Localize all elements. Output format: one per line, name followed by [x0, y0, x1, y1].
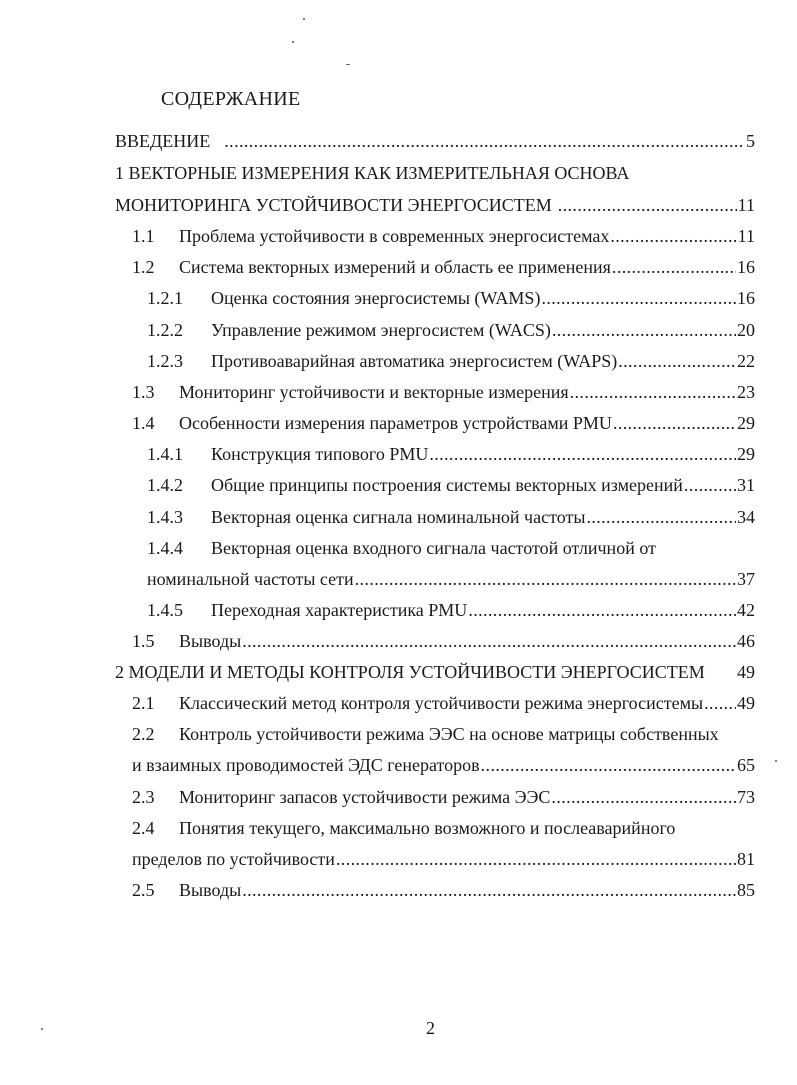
toc-entry-title: Выводы — [179, 880, 242, 900]
toc-entry-title: 2 МОДЕЛИ И МЕТОДЫ КОНТРОЛЯ УСТОЙЧИВОСТИ ЭНЕРГОСИСТЕМ — [115, 662, 705, 682]
toc-entry-1-2-2[interactable] — [147, 316, 755, 344]
toc-entry-chapter-2[interactable] — [115, 658, 755, 686]
toc-section-number: 2.4 — [132, 818, 155, 838]
toc-entry-title: Контроль устойчивости режима ЭЭС на основе матрицы собственных — [179, 724, 719, 744]
toc-leader-dots — [551, 783, 736, 811]
scan-speck — [303, 18, 305, 20]
toc-entry-1-4-3[interactable] — [147, 503, 755, 531]
toc-page-number: 29 — [737, 444, 755, 464]
toc-entry-title: Мониторинг запасов устойчивости режима ЭЭС — [179, 787, 551, 807]
toc-entry-title: Конструкция типового PMU — [211, 444, 429, 464]
toc-entry-2-4[interactable] — [132, 845, 755, 873]
toc-entry-1-4-4-heading[interactable] — [147, 534, 656, 562]
toc-entry-2-2[interactable] — [132, 751, 755, 779]
toc-entry-title: Векторная оценка сигнала номинальной частоты — [211, 507, 586, 527]
toc-section-number: 2.2 — [132, 724, 155, 744]
toc-leader-dots — [468, 596, 736, 624]
toc-entry-title-continued: номинальной частоты сети — [147, 569, 354, 589]
toc-section-number: 1.2 — [132, 257, 155, 277]
toc-section-number: 1.1 — [132, 226, 155, 246]
toc-leader-dots — [336, 845, 736, 873]
toc-page-number: 49 — [737, 662, 755, 682]
toc-entry-title: Мониторинг устойчивости и векторные измерения — [179, 382, 569, 402]
toc-page-number: 37 — [737, 569, 755, 589]
toc-entry-1-4-2[interactable] — [147, 471, 755, 499]
toc-section-number: 2.5 — [132, 880, 155, 900]
toc-entry-intro[interactable] — [115, 127, 755, 155]
toc-section-number: 1.4.1 — [147, 444, 183, 464]
toc-leader-dots — [612, 253, 736, 281]
toc-page-number: 23 — [737, 382, 755, 402]
toc-page-number: 16 — [737, 257, 755, 277]
toc-leader-dots — [570, 378, 736, 406]
toc-page-number: 65 — [737, 755, 755, 775]
toc-section-number: 1.4.3 — [147, 507, 183, 527]
toc-entry-title: МОНИТОРИНГА УСТОЙЧИВОСТИ ЭНЕРГОСИСТЕМ — [115, 195, 552, 215]
toc-leader-dots — [613, 409, 736, 437]
toc-leader-dots — [242, 627, 736, 655]
toc-leader-dots — [704, 689, 736, 717]
toc-page-number: 16 — [737, 288, 755, 308]
toc-entry-title: Оценка состояния энергосистемы (WAMS) — [211, 288, 541, 308]
toc-page-number: 11 — [737, 226, 755, 246]
toc-chapter-1-heading[interactable]: 1 ВЕКТОРНЫЕ ИЗМЕРЕНИЯ КАК ИЗМЕРИТЕЛЬНАЯ ОСНОВА — [115, 163, 630, 183]
toc-page-number: 22 — [737, 351, 755, 371]
page-number: 2 — [426, 1018, 435, 1038]
toc-leader-dots — [242, 876, 736, 904]
toc-section-number: 2.1 — [132, 693, 155, 713]
toc-entry-chapter-1[interactable] — [115, 191, 755, 219]
toc-section-number: 1.4.5 — [147, 600, 183, 620]
toc-entry-1-3[interactable] — [132, 378, 755, 406]
scan-speck — [775, 760, 777, 762]
toc-entry-2-4-heading[interactable] — [132, 814, 675, 842]
toc-page-number: 49 — [737, 693, 755, 713]
toc-page-number: 5 — [746, 131, 755, 151]
toc-section-number: 1.5 — [132, 631, 155, 651]
toc-entry-title-continued: и взаимных проводимостей ЭДС генераторов — [132, 755, 480, 775]
toc-entry-1-4-4[interactable] — [147, 565, 755, 593]
scan-speck — [346, 64, 350, 65]
toc-entry-title: Классический метод контроля устойчивости режима энергосистемы — [179, 693, 704, 713]
toc-leader-dots — [224, 127, 745, 155]
toc-entry-1-4-1[interactable] — [147, 440, 755, 468]
toc-entry-title: Векторная оценка входного сигнала частотой отличной от — [211, 538, 656, 558]
toc-entry-title: Особенности измерения параметров устройствами PMU — [179, 413, 612, 433]
toc-leader-dots — [481, 751, 736, 779]
toc-entry-1-2[interactable] — [132, 253, 755, 281]
toc-page-number: 34 — [737, 507, 755, 527]
toc-page-number: 31 — [737, 475, 755, 495]
toc-page-number: 73 — [737, 787, 755, 807]
toc-page-number: 11 — [737, 195, 755, 215]
toc-entry-title: Общие принципы построения системы векторных измерений — [211, 475, 683, 495]
toc-page-number: 81 — [737, 849, 755, 869]
toc-page-number: 46 — [737, 631, 755, 651]
toc-entry-1-4[interactable] — [132, 409, 755, 437]
toc-page-number: 85 — [737, 880, 755, 900]
toc-page-number: 29 — [737, 413, 755, 433]
toc-section-number: 1.2.3 — [147, 351, 183, 371]
toc-entry-title: ВВЕДЕНИЕ — [115, 131, 211, 151]
toc-leader-dots — [610, 222, 736, 250]
toc-entry-1-5[interactable] — [132, 627, 755, 655]
toc-section-number: 1.3 — [132, 382, 155, 402]
toc-entry-title-continued: пределов по устойчивости — [132, 849, 335, 869]
toc-entry-title: Переходная характеристика PMU — [211, 600, 468, 620]
toc-entry-1-1[interactable] — [132, 222, 755, 250]
toc-leader-dots — [429, 440, 736, 468]
toc-section-number: 1.4.2 — [147, 475, 183, 495]
toc-leader-dots — [541, 284, 736, 312]
toc-page-number: 20 — [737, 320, 755, 340]
toc-section-number: 1.2.2 — [147, 320, 183, 340]
toc-entry-2-1[interactable] — [132, 689, 755, 717]
toc-entry-title: Выводы — [179, 631, 242, 651]
toc-leader-dots — [558, 191, 737, 219]
toc-entry-1-2-1[interactable] — [147, 284, 755, 312]
toc-entry-title: Система векторных измерений и область ее применения — [179, 257, 611, 277]
toc-entry-2-2-heading[interactable] — [132, 720, 719, 748]
toc-entry-title: Проблема устойчивости в современных энергосистемах — [179, 226, 610, 246]
toc-section-number: 1.4 — [132, 413, 155, 433]
toc-page-number: 42 — [737, 600, 755, 620]
toc-leader-dots — [586, 503, 736, 531]
toc-section-number: 1.4.4 — [147, 538, 183, 558]
toc-entry-title: Понятия текущего, максимально возможного и послеаварийного — [179, 818, 676, 838]
toc-leader-dots — [552, 316, 736, 344]
toc-leader-dots — [684, 471, 736, 499]
toc-entry-1-4-5[interactable] — [147, 596, 755, 624]
toc-leader-dots — [618, 347, 736, 375]
toc-entry-1-2-3[interactable] — [147, 347, 755, 375]
toc-entry-title: Управление режимом энергосистем (WACS) — [211, 320, 551, 340]
scan-speck — [41, 1028, 43, 1030]
page-title: СОДЕРЖАНИЕ — [161, 88, 301, 110]
toc-entry-title: Противоаварийная автоматика энергосистем (WAPS) — [211, 351, 618, 371]
toc-entry-2-5[interactable] — [132, 876, 755, 904]
toc-entry-2-3[interactable] — [132, 783, 755, 811]
scan-speck — [292, 41, 294, 43]
toc-section-number: 2.3 — [132, 787, 155, 807]
toc-leader-dots — [355, 565, 736, 593]
toc-section-number: 1.2.1 — [147, 288, 183, 308]
